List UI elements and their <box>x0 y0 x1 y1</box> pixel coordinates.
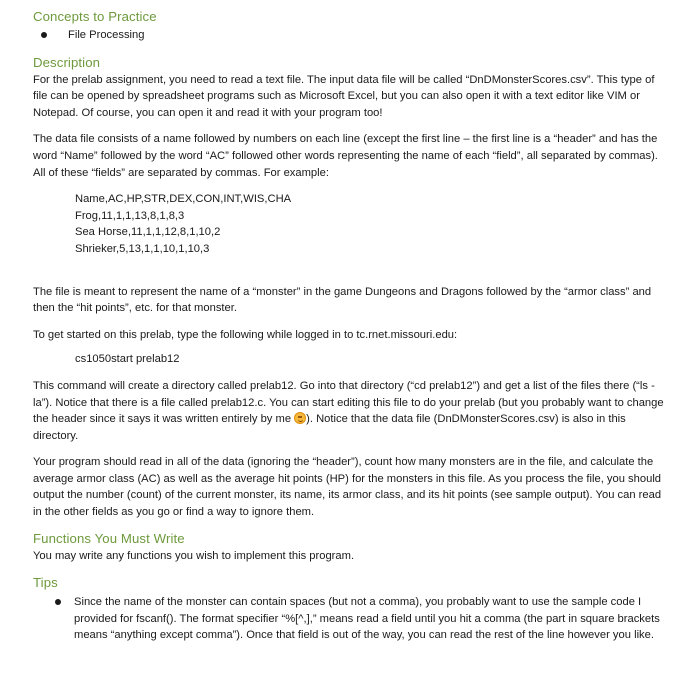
description-paragraph-1: For the prelab assignment, you need to read a text file. The input data file will be called “DnDMonsterScores.csv”. This type of file can be opened by spreadsheet programs such as Microsoft Excel, but you can also open it with a text editor like VIM or Notepad. Of course, you can open it and read it with your program too! <box>33 73 655 119</box>
document-page <box>33 8 665 644</box>
csv-example-line: Shrieker,5,13,1,1,10,1,10,3 <box>75 242 210 255</box>
functions-paragraph: You may write any functions you wish to implement this program. <box>33 549 355 562</box>
tips-heading: Tips <box>33 575 58 591</box>
tips-list-item <box>55 594 665 644</box>
paragraph-5-text-end: ). Notice that the data file (DnDMonsterScores.csv) is also in this directory. <box>33 413 626 442</box>
description-paragraph-4: To get started on this prelab, type the following while logged in to tc.rnet.missouri.edu: <box>33 328 458 341</box>
description-heading: Description <box>33 54 101 70</box>
paragraph-5-text-start: This command will create a directory called prelab12. Go into that directory (“cd prelab12”) and get a list of the files there (“ls -la”). Notice that there is a file called prelab12.c. You can start editing this file to do your prelab (but you probably want to change the header since it says it was written entirely by me <box>33 379 664 426</box>
csv-example-line: Sea Horse,11,1,1,12,8,1,10,2 <box>75 226 221 239</box>
description-paragraph-6: Your program should read in all of the data (ignoring the “header”), count how many monsters are in the file, and calculate the average armor class (AC) as well as the average hit points (HP) for the monsters in this file. As you process the file, you should output the number (count) of the current monster, its name, its armor class, and its hit points (see sample output). You can read in the other fields as you go or find a way to ignore them. <box>33 456 662 519</box>
csv-example-line: Name,AC,HP,STR,DEX,CON,INT,WIS,CHA <box>75 193 292 206</box>
tips-item-text: Since the name of the monster can contain spaces (but not a comma), you probably want to use the sample code I provided for fscanf(). The format specifier “%[^,],” means read a field until you hit a comma (the part in square brackets means “anything except comma”). Once that field is out of the way, you can read the rest of the line however you like. <box>74 596 660 642</box>
description-paragraph-5 <box>33 378 665 444</box>
concepts-list-item <box>41 27 665 44</box>
description-paragraph-2: The data file consists of a name followed by numbers on each line (except the first line – the first line is a “header” and has the word “Name” followed by the word “AC” followed other words representing the name of each “field”, all separated by commas). All of these “fields” are separated by commas. For example: <box>33 133 658 179</box>
concepts-heading: Concepts to Practice <box>33 9 157 24</box>
functions-heading: Functions You Must Write <box>33 530 185 546</box>
description-paragraph-3: The file is meant to represent the name of a “monster” in the game Dungeons and Dragons followed by the “armor class” and then the “hit points”, etc. for that monster. <box>33 285 652 315</box>
concepts-item-text: File Processing <box>68 29 145 41</box>
bullet-icon <box>55 599 61 605</box>
csv-example-block <box>75 191 665 257</box>
command-line: cs1050start prelab12 <box>75 353 180 366</box>
bullet-icon <box>41 32 47 38</box>
csv-example-line: Frog,11,1,1,13,8,1,8,3 <box>75 209 185 222</box>
smiley-emoji-icon <box>294 412 306 424</box>
